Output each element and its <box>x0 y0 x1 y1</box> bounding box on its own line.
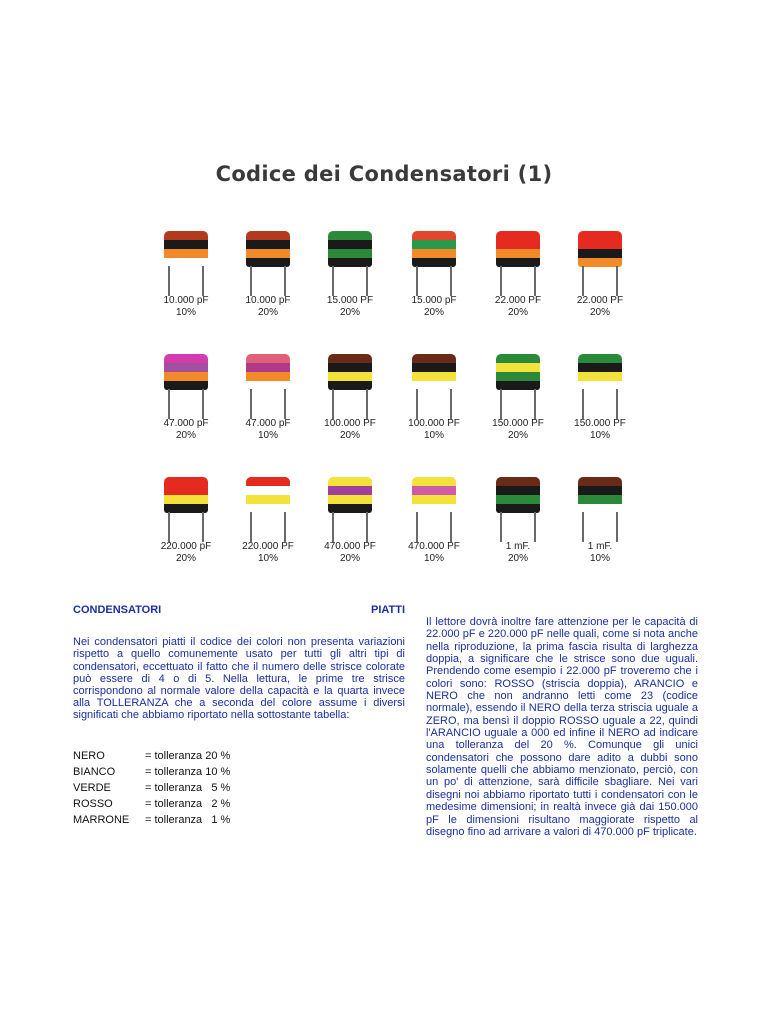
capacitor-label <box>394 541 474 565</box>
capacitance-value: 1 mF. <box>505 541 531 552</box>
capacitance-value: 150.000 PF <box>492 418 544 429</box>
tolerance-value: 10% <box>589 553 610 564</box>
capacitor-body <box>246 231 290 267</box>
capacitor-lead <box>250 389 252 419</box>
color-band <box>496 477 540 486</box>
capacitor-lead <box>332 389 334 419</box>
tolerance-value: 10% <box>423 430 444 441</box>
color-band <box>246 240 290 249</box>
capacitance-value: 10.000 pF <box>163 295 209 306</box>
color-band <box>164 354 208 363</box>
color-band <box>328 372 372 381</box>
capacitor-body <box>412 231 456 267</box>
capacitor-body <box>328 477 372 513</box>
capacitor-body <box>578 354 622 390</box>
tolerance-color: MARRONE <box>73 813 130 826</box>
capacitor-body <box>496 231 540 267</box>
capacitor-lead <box>284 512 286 542</box>
capacitor-lead <box>366 389 368 419</box>
color-band <box>328 231 372 240</box>
capacitor-body <box>246 354 290 390</box>
capacitor-lead <box>202 389 204 419</box>
capacitance-value: 220.000 pF <box>160 541 212 552</box>
color-band <box>578 486 622 495</box>
capacitor-lead <box>332 512 334 542</box>
color-band <box>578 363 622 372</box>
color-band <box>496 363 540 372</box>
capacitor-lead <box>366 512 368 542</box>
tolerance-color: VERDE <box>73 781 111 794</box>
capacitance-value: 22.000 PF <box>576 295 624 306</box>
capacitor-body <box>164 354 208 390</box>
capacitor-lead <box>450 512 452 542</box>
color-band <box>328 495 372 504</box>
capacitance-value: 22.000 PF <box>494 295 542 306</box>
capacitor-label <box>478 295 558 319</box>
capacitor-label <box>560 295 640 319</box>
capacitance-value: 15.000 PF <box>326 295 374 306</box>
tolerance-value: 10% <box>257 430 278 441</box>
capacitor-lead <box>582 389 584 419</box>
capacitor-lead <box>202 512 204 542</box>
color-band <box>578 240 622 249</box>
color-band <box>578 354 622 363</box>
capacitance-value: 470.000 PF <box>324 541 376 552</box>
capacitance-value: 100.000 PF <box>408 418 460 429</box>
capacitor-label <box>146 418 226 442</box>
capacitor-lead <box>534 389 536 419</box>
tolerance-color: ROSSO <box>73 797 113 810</box>
tolerance-table <box>73 748 230 828</box>
capacitor-lead <box>416 512 418 542</box>
capacitor-lead <box>416 389 418 419</box>
capacitor-lead <box>202 266 204 296</box>
capacitor-body <box>496 477 540 513</box>
tolerance-color: BIANCO <box>73 765 116 778</box>
capacitor-lead <box>450 389 452 419</box>
color-band <box>164 240 208 249</box>
capacitor-label <box>310 295 390 319</box>
tolerance-row <box>73 764 230 780</box>
color-band <box>328 240 372 249</box>
capacitance-value: 15.000 pF <box>411 295 457 306</box>
capacitor <box>560 348 640 448</box>
capacitor <box>478 225 558 325</box>
color-band <box>164 495 208 504</box>
capacitor-label <box>146 541 226 565</box>
tolerance-value: 20% <box>339 307 360 318</box>
color-band <box>496 495 540 504</box>
capacitor-lead <box>284 389 286 419</box>
capacitor-lead <box>450 266 452 296</box>
tolerance-row <box>73 748 230 764</box>
capacitor-lead <box>616 389 618 419</box>
capacitor-lead <box>168 512 170 542</box>
capacitance-value: 47.000 pF <box>163 418 209 429</box>
page-title: Codice dei Condensatori (1) <box>215 162 553 186</box>
left-paragraph: Nei condensatori piatti il codice dei colori non presenta variazioni rispetto a quello comunemente usato per tutti gli altri tipi di condensatori, eccettuato il fatto che il numero delle strisce colorate può essere di 4 o di 5. Nella lettura, le prime tre strisce corrispondono al normale valore della capacità e la quarta invece alla TOLLERANZA che a seconda del colore assume i diversi significati che abbiamo riportato nella sottostante tabella: <box>73 636 405 722</box>
capacitor-label <box>228 418 308 442</box>
capacitor-label <box>394 295 474 319</box>
tolerance-text: = tolleranza 5 % <box>145 781 231 794</box>
capacitance-value: 220.000 PF <box>242 541 294 552</box>
tolerance-value: 20% <box>507 553 528 564</box>
capacitor-body <box>412 477 456 513</box>
capacitor-label <box>310 541 390 565</box>
tolerance-value: 20% <box>507 307 528 318</box>
tolerance-value: 10% <box>589 430 610 441</box>
capacitor-lead <box>616 266 618 296</box>
capacitor-lead <box>250 266 252 296</box>
capacitor-lead <box>168 266 170 296</box>
tolerance-value: 20% <box>507 430 528 441</box>
color-band <box>496 354 540 363</box>
color-band <box>412 354 456 363</box>
capacitor-lead <box>534 266 536 296</box>
capacitor <box>394 225 474 325</box>
capacitor-body <box>328 354 372 390</box>
capacitance-value: 150.000 PF <box>574 418 626 429</box>
capacitor <box>394 348 474 448</box>
color-band <box>412 240 456 249</box>
color-band <box>328 249 372 258</box>
tolerance-value: 10% <box>175 307 196 318</box>
capacitor-body <box>412 354 456 390</box>
capacitor-label <box>560 418 640 442</box>
capacitor <box>560 225 640 325</box>
capacitance-value: 470.000 PF <box>408 541 460 552</box>
capacitance-value: 10.000 pF <box>245 295 291 306</box>
capacitor-body <box>246 477 290 513</box>
tolerance-text: = tolleranza 10 % <box>145 765 231 778</box>
capacitor-lead <box>500 512 502 542</box>
color-band <box>246 372 290 381</box>
color-band <box>412 363 456 372</box>
color-band <box>496 486 540 495</box>
color-band <box>328 363 372 372</box>
capacitor-body <box>578 231 622 267</box>
capacitor-label <box>146 295 226 319</box>
capacitor <box>228 471 308 571</box>
tolerance-row <box>73 812 230 828</box>
color-band <box>246 231 290 240</box>
capacitor <box>146 225 226 325</box>
capacitor-label <box>478 541 558 565</box>
capacitor-body <box>496 354 540 390</box>
capacitor-label <box>560 541 640 565</box>
capacitor-lead <box>582 512 584 542</box>
color-band <box>246 249 290 258</box>
color-band <box>496 231 540 249</box>
capacitance-value: 47.000 pF <box>245 418 291 429</box>
capacitor <box>394 471 474 571</box>
capacitor-lead <box>500 266 502 296</box>
left-column <box>73 604 405 828</box>
capacitor-lead <box>250 512 252 542</box>
right-paragraph: Il lettore dovrà inoltre fare attenzione per le capacità di 22.000 pF e 220.000 pF nelle quali, come si nota anche nella riproduzione, la prima fascia risulta di larghezza doppia, a significare che le strisce sono due uguali. Prendendo come esempio i 22.000 pF troveremo che i colori sono: ROSSO (striscia doppia), ARANCIO e NERO che non andranno letti come 23 (codice normale), essendo il NERO della terza striscia uguale a ZERO, ma bensì il doppio ROSSO uguale a 22, quindi l'ARANCIO uguale a 000 ed infine il NERO ad indicare una tolleranza del 20 %. Comunque gli unici condensatori che possono dare adito a dubbi sono solamente quelli che abbiamo menzionato, perciò, con un po' di attenzione, sarà difficile sbagliare. Nei vari disegni noi abbiamo riportato tutti i condensatori con le medesime dimensioni; in realtà invece già dai 150.000 pF le dimensioni risultano maggiorate rispetto al disegno fino ad arrivare a valori di 470.000 pF triplicate. <box>426 616 698 838</box>
color-band <box>164 372 208 381</box>
tolerance-value: 20% <box>339 430 360 441</box>
color-band <box>412 486 456 495</box>
tolerance-text: = tolleranza 2 % <box>145 797 231 810</box>
color-band <box>164 363 208 372</box>
color-band <box>578 477 622 486</box>
tolerance-row <box>73 780 230 796</box>
color-band <box>496 249 540 258</box>
color-band <box>412 231 456 240</box>
capacitor <box>478 471 558 571</box>
capacitor-label <box>310 418 390 442</box>
tolerance-value: 10% <box>423 553 444 564</box>
capacitor-lead <box>332 266 334 296</box>
color-band <box>412 372 456 381</box>
capacitor <box>478 348 558 448</box>
color-band <box>578 249 622 258</box>
color-band <box>578 372 622 381</box>
color-band <box>164 231 208 240</box>
capacitor-label <box>228 541 308 565</box>
tolerance-value: 20% <box>589 307 610 318</box>
capacitor-label <box>394 418 474 442</box>
capacitor <box>228 348 308 448</box>
section-heading <box>73 604 405 616</box>
color-band <box>246 495 290 504</box>
color-band <box>412 249 456 258</box>
color-band <box>328 354 372 363</box>
capacitor-body <box>328 231 372 267</box>
capacitor-lead <box>616 512 618 542</box>
capacitor-label <box>228 295 308 319</box>
color-band <box>164 249 208 258</box>
heading-right: PIATTI <box>370 604 405 616</box>
capacitor-lead <box>500 389 502 419</box>
heading-left: CONDENSATORI <box>73 604 162 616</box>
color-band <box>496 372 540 381</box>
tolerance-value: 10% <box>257 553 278 564</box>
tolerance-value: 20% <box>175 553 196 564</box>
color-band <box>246 354 290 363</box>
capacitance-value: 1 mF. <box>587 541 613 552</box>
color-band <box>412 477 456 486</box>
capacitor-lead <box>168 389 170 419</box>
tolerance-value: 20% <box>257 307 278 318</box>
capacitor-body <box>164 231 208 267</box>
tolerance-text: = tolleranza 20 % <box>145 749 231 762</box>
capacitor <box>310 225 390 325</box>
tolerance-row <box>73 796 230 812</box>
color-band <box>578 231 622 240</box>
color-band <box>246 363 290 372</box>
tolerance-value: 20% <box>175 430 196 441</box>
color-band <box>246 477 290 486</box>
capacitor-lead <box>416 266 418 296</box>
capacitor <box>310 471 390 571</box>
capacitor <box>310 348 390 448</box>
color-band <box>328 477 372 486</box>
capacitor-lead <box>366 266 368 296</box>
capacitor-body <box>164 477 208 513</box>
capacitor-lead <box>582 266 584 296</box>
color-band <box>164 477 208 495</box>
tolerance-value: 20% <box>339 553 360 564</box>
capacitor <box>560 471 640 571</box>
color-band <box>578 495 622 504</box>
tolerance-text: = tolleranza 1 % <box>145 813 231 826</box>
color-band <box>328 486 372 495</box>
capacitor <box>146 471 226 571</box>
capacitance-value: 100.000 PF <box>324 418 376 429</box>
capacitor <box>228 225 308 325</box>
tolerance-color: NERO <box>73 749 105 762</box>
capacitor-lead <box>284 266 286 296</box>
capacitor-label <box>478 418 558 442</box>
tolerance-value: 20% <box>423 307 444 318</box>
capacitor-body <box>578 477 622 513</box>
color-band <box>412 495 456 504</box>
color-band <box>246 486 290 495</box>
capacitor-lead <box>534 512 536 542</box>
capacitor <box>146 348 226 448</box>
